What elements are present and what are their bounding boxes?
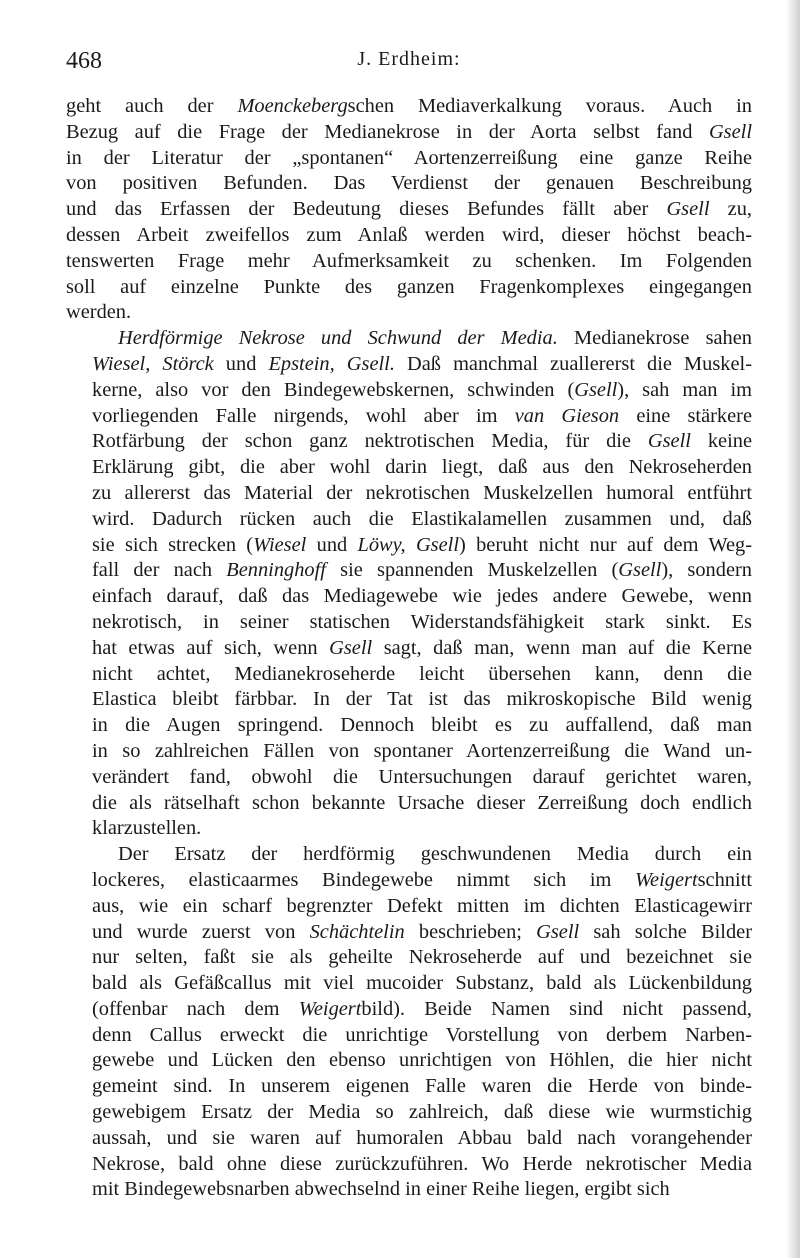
italic-run: Wiesel — [253, 533, 307, 556]
text-run: schnitt — [697, 868, 752, 891]
text-line — [66, 197, 752, 223]
text-line — [66, 275, 752, 301]
text-line — [66, 249, 752, 275]
text-run: verändert fand, obwohl die Untersuchungen darauf gerichtet waren, — [92, 765, 752, 788]
text-line — [66, 791, 752, 817]
text-line — [66, 352, 752, 378]
text-run: nur selten, faßt sie als geheilte Nekroseherde auf und bezeichnet sie — [92, 946, 752, 969]
text-line — [66, 971, 752, 997]
text-run: und das Erfassen der Bedeutung dieses Befundes fällt aber — [66, 198, 667, 221]
text-line — [66, 687, 752, 713]
text-run: in der Literatur der „spontanen“ Aortenzerreißung eine ganze Reihe — [66, 146, 752, 169]
italic-run: Moenckeberg — [237, 95, 348, 117]
text-run: und — [306, 533, 358, 556]
italic-run: Gsell — [618, 559, 662, 582]
text-run: lockeres, elasticaarmes Bindegewebe nimmt sich im — [92, 868, 635, 891]
text-run: sagt, daß man, wenn man auf die Kerne — [372, 636, 752, 659]
text-line — [66, 326, 752, 352]
text-run: nekrotisch, in seiner statischen Widerstandsfähigkeit stark sinkt. Es — [92, 610, 752, 633]
text-run: einfach darauf, daß das Mediagewebe wie jedes andere Gewebe, wenn — [92, 585, 752, 608]
text-run: und wurde zuerst von — [92, 920, 310, 943]
text-line — [66, 739, 752, 765]
text-run: Rotfärbung der schon ganz nektrotischen Media, für die — [92, 430, 648, 453]
text-line — [66, 584, 752, 610]
text-run: Elastica bleibt färbbar. In der Tat ist das mikroskopische Bild wenig — [92, 688, 752, 711]
italic-run: Epstein, Gsell. — [268, 352, 395, 375]
text-line — [66, 558, 752, 584]
text-line — [66, 842, 752, 868]
text-line — [66, 300, 752, 326]
text-run: sie spannenden Muskelzellen ( — [325, 559, 619, 582]
paragraph — [66, 842, 752, 1203]
text-run: dessen Arbeit zweifellos zum Anlaß werden wird, dieser höchst beach- — [66, 223, 752, 246]
text-line — [66, 1048, 752, 1074]
text-line — [66, 94, 752, 120]
italic-run: Gsell — [666, 198, 710, 221]
text-run: aus, wie ein scharf begrenzter Defekt mitten im dichten Elasticagewirr — [92, 894, 752, 917]
text-run: soll auf einzelne Punkte des ganzen Fragenkomplexes eingegangen — [66, 275, 752, 298]
text-run: fall der nach — [92, 559, 227, 582]
text-run: Bezug auf die Frage der Medianekrose in der Aorta selbst fand — [66, 120, 709, 143]
text-run: in so zahlreichen Fällen von spontaner Aortenzerreißung die Wand un- — [92, 739, 752, 762]
text-run: zu, — [709, 198, 752, 221]
text-run: und — [213, 352, 269, 375]
italic-run: Weigert — [298, 997, 362, 1020]
text-line — [66, 610, 752, 636]
text-line — [66, 429, 752, 455]
text-line — [66, 945, 752, 971]
text-line — [66, 765, 752, 791]
text-run: Medianekrose sahen — [557, 327, 752, 350]
text-run: ), sondern — [661, 559, 752, 582]
italic-run: Gsell — [647, 430, 691, 453]
text-run: ), sah man im — [617, 378, 752, 401]
text-run: mit Bindegewebsnarben abwechselnd in einer Reihe liegen, ergibt sich — [92, 1178, 670, 1201]
italic-run: Herdförmige Nekrose und Schwund der Media. — [118, 327, 558, 350]
text-run: Nekrose, bald ohne diese zurückzuführen. Wo Herde nekrotischer Media — [92, 1152, 752, 1175]
text-run: ) beruht nicht nur auf dem Weg- — [459, 533, 752, 556]
text-run: vorliegenden Falle nirgends, wohl aber im — [92, 404, 515, 427]
text-line — [66, 223, 752, 249]
text-run: denn Callus erweckt die unrichtige Vorstellung von derbem Narben- — [92, 1023, 752, 1046]
text-run: Der Ersatz der herdförmig geschwundenen Media durch ein — [118, 843, 752, 866]
text-run: gemeint sind. In unserem eigenen Falle waren die Herde von binde- — [92, 1075, 752, 1098]
text-run: von positiven Befunden. Das Verdienst der genauen Beschreibung — [66, 172, 752, 195]
text-line — [66, 533, 752, 559]
paragraph — [66, 326, 752, 842]
text-run: gewebigem Ersatz der Media so zahlreich, daß diese wie wurmstichig — [92, 1101, 752, 1124]
text-run: nicht achtet, Medianekroseherde leicht übersehen kann, denn die — [92, 662, 752, 685]
text-run: werden. — [66, 301, 132, 324]
text-line — [66, 816, 752, 842]
text-run: wird. Dadurch rücken auch die Elastikalamellen zusammen und, daß — [92, 507, 752, 530]
text-run: schen Mediaverkalkung voraus. Auch in — [347, 95, 752, 117]
text-line — [66, 481, 752, 507]
italic-run: Wiesel, Störck — [92, 352, 214, 375]
text-run: kerne, also vor den Bindegewebskernen, schwinden ( — [92, 378, 575, 401]
body-text — [66, 94, 752, 1203]
text-run: (offenbar nach dem — [92, 997, 299, 1020]
page-header — [66, 48, 752, 82]
text-run: sie sich strecken ( — [92, 533, 254, 556]
italic-run: Löwy, Gsell — [357, 533, 459, 556]
text-run: eine stärkere — [619, 404, 752, 427]
text-run: geht auch der — [66, 95, 238, 117]
running-head: J. Erdheim: — [357, 48, 461, 70]
italic-run: Gsell — [708, 120, 752, 143]
text-line — [66, 920, 752, 946]
text-line — [66, 1126, 752, 1152]
text-run: gewebe und Lücken den ebenso unrichtigen von Höhlen, die hier nicht — [92, 1049, 752, 1072]
italic-run: van Gieson — [514, 404, 620, 427]
text-line — [66, 1074, 752, 1100]
italic-run: Gsell — [329, 636, 373, 659]
text-line — [66, 894, 752, 920]
text-run: keine — [690, 430, 752, 453]
text-run: beschrieben; — [404, 920, 537, 943]
text-line — [66, 868, 752, 894]
text-run: Daß manchmal zuallererst die Muskel- — [394, 352, 752, 375]
text-line — [66, 507, 752, 533]
italic-run: Gsell — [574, 378, 618, 401]
italic-run: Gsell — [536, 920, 580, 943]
text-line — [66, 455, 752, 481]
italic-run: Benninghoff — [226, 559, 326, 582]
text-run: zu allererst das Material der nekrotischen Muskelzellen humoral entführt — [92, 481, 752, 504]
text-line — [66, 120, 752, 146]
text-run: tenswerten Frage mehr Aufmerksamkeit zu schenken. Im Folgenden — [66, 249, 752, 272]
text-line — [66, 1152, 752, 1178]
text-line — [66, 636, 752, 662]
text-run: aussah, und sie waren auf humoralen Abbau bald nach vorangehender — [92, 1126, 752, 1149]
text-run: in die Augen springend. Dennoch bleibt es zu auffallend, daß man — [92, 714, 752, 737]
text-run: bald als Gefäßcallus mit viel mucoider Substanz, bald als Lückenbildung — [92, 972, 752, 995]
text-line — [66, 146, 752, 172]
italic-run: Schächtelin — [309, 920, 405, 943]
text-run: Erklärung gibt, die aber wohl darin liegt, daß aus den Nekroseherden — [92, 456, 752, 479]
italic-run: Weigert — [634, 868, 698, 891]
text-line — [66, 404, 752, 430]
text-line — [66, 662, 752, 688]
text-run: klarzustellen. — [92, 817, 202, 840]
text-line — [66, 1023, 752, 1049]
text-run: hat etwas auf sich, wenn — [92, 636, 330, 659]
text-line — [66, 713, 752, 739]
page-edge-shadow — [786, 0, 800, 1258]
text-line — [66, 171, 752, 197]
text-line — [66, 1177, 752, 1203]
text-run: bild). Beide Namen sind nicht passend, — [361, 997, 752, 1020]
text-line — [66, 378, 752, 404]
text-run: die als rätselhaft schon bekannte Ursache dieser Zerreißung doch endlich — [92, 791, 752, 814]
page-number: 468 — [66, 48, 102, 74]
text-run: sah solche Bilder — [579, 920, 752, 943]
paragraph — [66, 94, 752, 326]
text-line — [66, 1100, 752, 1126]
text-line — [66, 997, 752, 1023]
